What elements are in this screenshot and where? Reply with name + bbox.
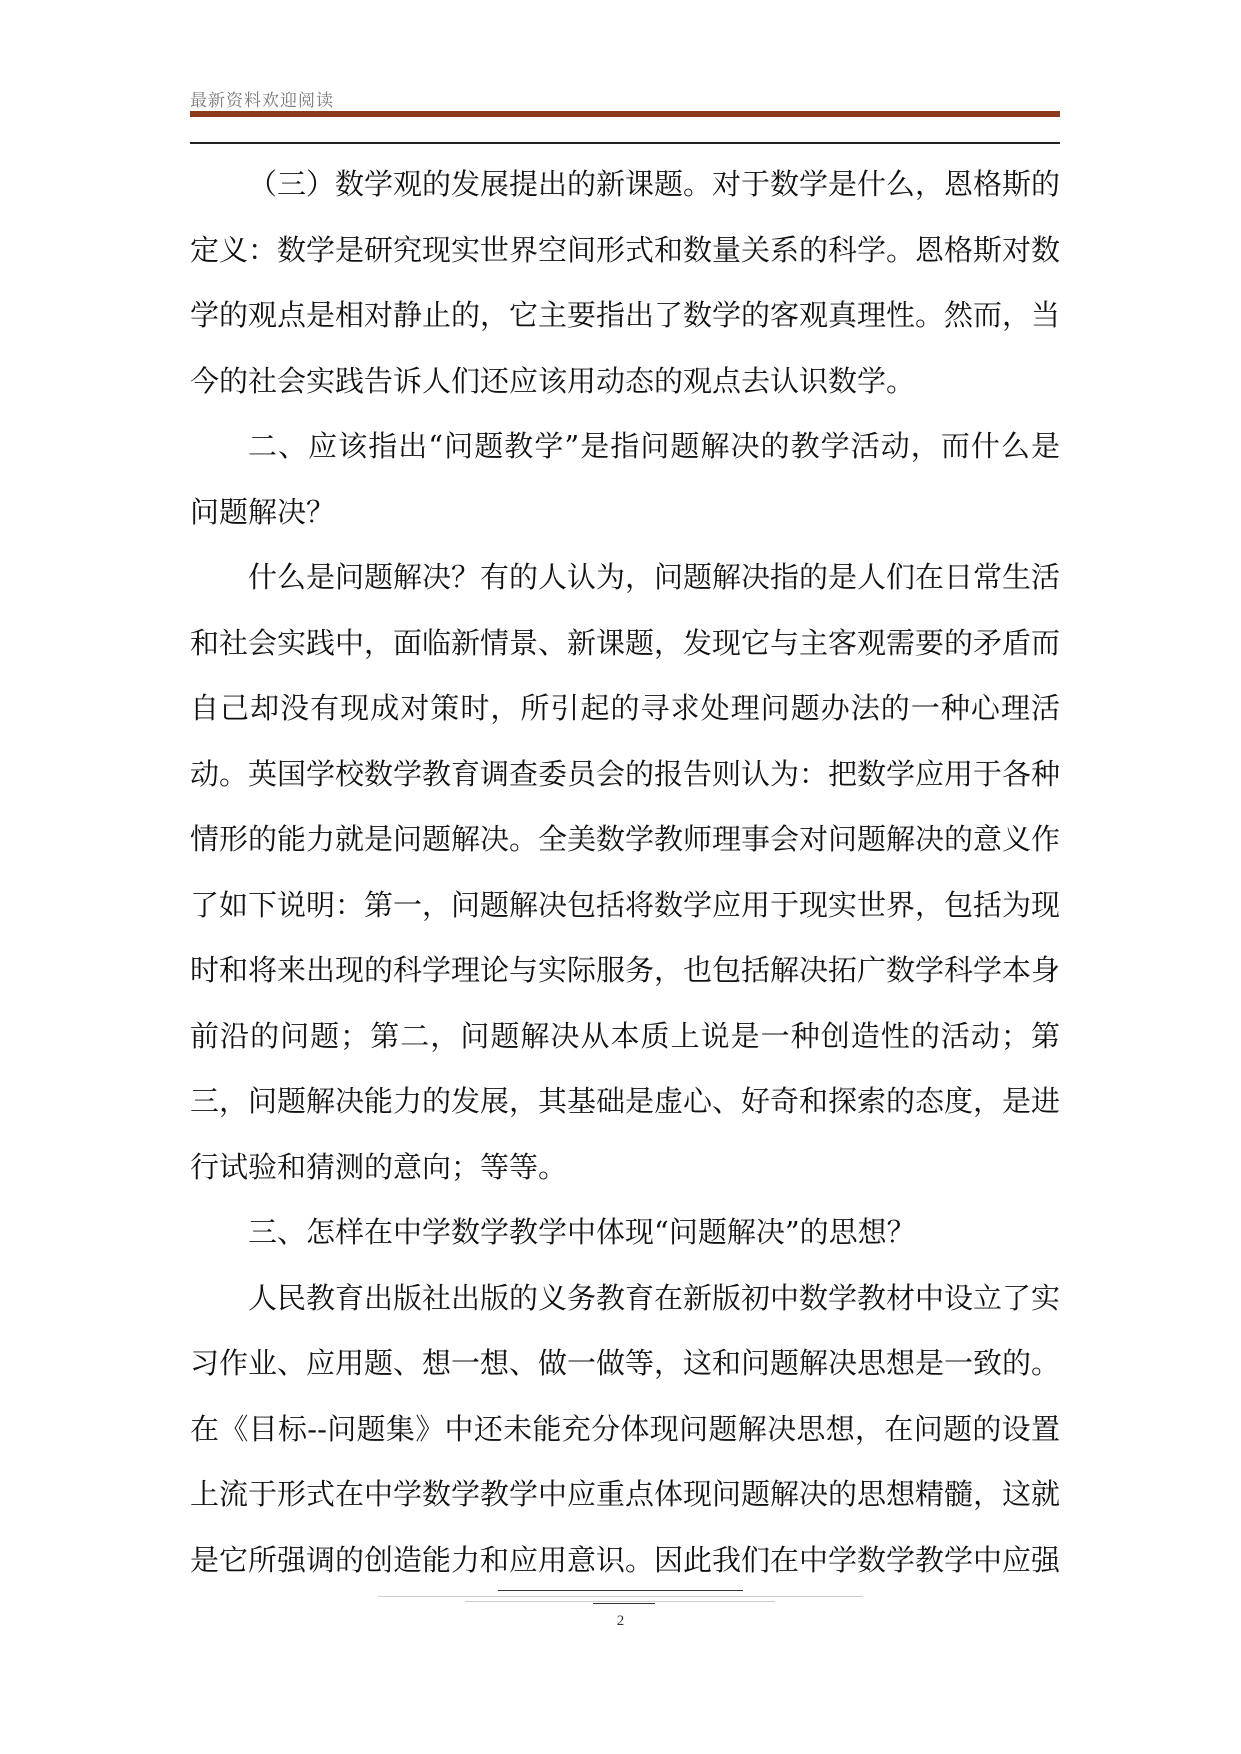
page-header: 最新资料欢迎阅读 <box>190 91 334 111</box>
paragraph-4: 三、怎样在中学数学教学中体现“问题解决”的思想？ <box>248 1215 916 1249</box>
page-number: 2 <box>616 1613 625 1629</box>
footer-rule-mid <box>465 1601 775 1602</box>
body-text <box>190 152 1060 1593</box>
footer-rule-dark-short <box>593 1603 655 1604</box>
header-rule-thin <box>190 142 1060 144</box>
footer-rule-outer <box>378 1596 863 1597</box>
header-rule-thick <box>190 111 1060 117</box>
paragraph-2: 二、应该指出“问题教学”是指问题解决的教学活动，而什么是问题解决？ <box>190 429 1060 529</box>
footer-rule-dark-left <box>498 1590 743 1591</box>
paragraph-3: 什么是问题解决？有的人认为，问题解决指的是人们在日常生活和社会实践中，面临新情景、新课题，发现它与主客观需要的矛盾而自己却没有现成对策时，所引起的寻求处理问题办法的一种心理活动。英国学校数学教育调查委员会的报告则认为：把数学应用于各种情形的能力就是问题解决。全美数学教师理事会对问题解决的意义作了如下说明：第一，问题解决包括将数学应用于现实世界，包括为现时和将来出现的科学理论与实际服务，也包括解决拓广数学科学本身前沿的问题；第二，问题解决从本质上说是一种创造性的活动；第三，问题解决能力的发展，其基础是虚心、好奇和探索的态度，是进行试验和猜测的意向；等等。 <box>190 560 1061 1184</box>
paragraph-5: 人民教育出版社出版的义务教育在新版初中数学教材中设立了实习作业、应用题、想一想、做一做等，这和问题解决思想是一致的。在《目标--问题集》中还未能充分体现问题解决思想，在问题的设置上流于形式在中学数学教学中应重点体现问题解决的思想精髓，这就是它所强调的创造能力和应用意识。因此我们在中学数学教学中应强 <box>190 1280 1061 1577</box>
paragraph-1: （三）数学观的发展提出的新课题。对于数学是什么，恩格斯的定义：数学是研究现实世界空间形式和数量关系的科学。恩格斯对数学的观点是相对静止的，它主要指出了数学的客观真理性。然而，当今的社会实践告诉人们还应该用动态的观点去认识数学。 <box>190 167 1061 398</box>
